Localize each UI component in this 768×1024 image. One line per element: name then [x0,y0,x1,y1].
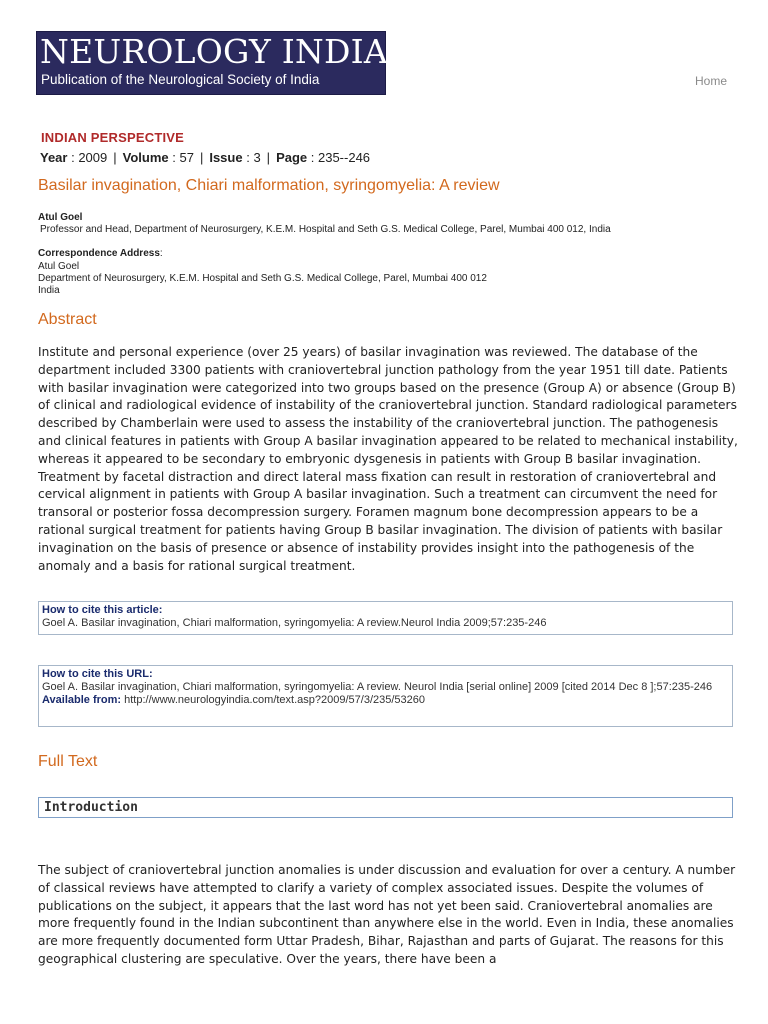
year-value: 2009 [78,150,108,165]
introduction-text: The subject of craniovertebral junction anomalies is under discussion and evaluation for over a century. A number of classical reviews have attempted to clarify a variety of complex associated issues. Despite the volumes of publications on the subject, it appears that the last word has not yet been said. Craniovertebral anomalies are more frequently found in the Indian subcontinent than anywhere else in the world. Even in India, these anomalies are more frequently documented form Uttar Pradesh, Bihar, Rajasthan and parts of Gujarat. The reasons for this geographical clustering are speculative. Over the years, there have been a [38,863,736,966]
correspondence-line: Atul Goel [38,261,80,272]
cite-url-label: How to cite this URL: [42,668,153,680]
year-label: Year [40,150,68,165]
home-link[interactable]: Home [695,74,728,88]
journal-title: NEUROLOGY INDIA [40,32,388,71]
volume-label: Volume [122,150,169,165]
author-name: Atul Goel [38,212,83,223]
correspondence-label: Correspondence Address: [38,248,163,259]
article-title: Basilar invagination, Chiari malformation, syringomyelia: A review [38,177,500,194]
section-label: INDIAN PERSPECTIVE [41,130,185,145]
abstract-heading: Abstract [38,311,97,328]
cite-article-text: Goel A. Basilar invagination, Chiari malformation, syringomyelia: A review.Neurol India 2009;57:235-246 [42,617,547,629]
issue-label: Issue [209,150,243,165]
abstract-text: Institute and personal experience (over 25 years) of basilar invagination was reviewed. The database of the department included 3300 patients with craniovertebral junction pathology from the year 1951 till date. Patients with basilar invagination were categorized into two groups based on the presence (Group A) or absence (Group B) of clinical and radiological evidence of instability of the craniovertebral junction. Standard radiological parameters described by Chamberlain were used to assess the instability of the craniovertebral junction. The pathogenesis and clinical features in patients with Group A basilar invagination appeared to be related to mechanical instability, whereas it appeared to be secondary to embryonic dysgenesis in patients with Group B basilar invagination. Treatment by facetal distraction and direct lateral mass fixation can result in restoration of craniovertebral and cervical alignment in patients with Group A basilar invagination. Such a treatment can circumvent the need for transoral or posterior fossa decompression surgery. Foramen magnum bone decompression appears to be a rational surgical treatment for patients having Group B basilar invagination. The division of patients with basilar invagination on the basis of presence or absence of instability provides insight into the pathogenesis of the anomaly and a basis for rational surgical treatment. [38,345,738,573]
issue-value: 3 [253,150,261,165]
page-value: 235--246 [317,150,371,165]
correspondence-address [38,261,487,297]
author-affiliation: Professor and Head, Department of Neurosurgery, K.E.M. Hospital and Seth G.S. Medical College, Parel, Mumbai 400 012, India [40,224,611,235]
volume-value: 57 [179,150,194,165]
journal-subtitle: Publication of the Neurological Society of India [41,72,320,87]
correspondence-line: Department of Neurosurgery, K.E.M. Hospital and Seth G.S. Medical College, Parel, Mumbai 400 012 [38,273,487,284]
article-url-link[interactable]: http://www.neurologyindia.com/text.asp?2009/57/3/235/53260 [124,694,425,706]
journal-banner[interactable] [36,31,386,95]
full-text-heading: Full Text [38,753,98,770]
issue-meta: Year : 2009 | Volume : 57 | Issue : 3 | Page : 235--246 [40,150,371,165]
cite-url-box [38,665,733,727]
page-label: Page [276,150,308,165]
introduction-heading: Introduction [38,797,733,818]
cite-article-label: How to cite this article: [42,604,163,616]
correspondence-line: India [38,285,60,296]
available-from-label: Available from: [42,694,122,706]
cite-article-box [38,601,733,635]
cite-url-text: Goel A. Basilar invagination, Chiari malformation, syringomyelia: A review. Neurol India [serial online] 2009 [cited 2014 Dec 8 ];57:235-246 [42,681,713,693]
